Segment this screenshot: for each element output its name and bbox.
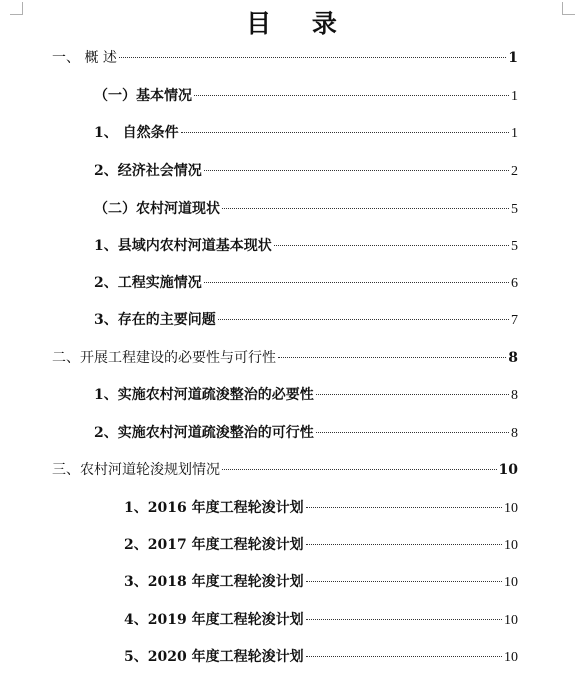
toc-entry[interactable] — [52, 47, 518, 69]
toc-entry-page: 5 — [511, 239, 518, 254]
toc-entry-page: 8 — [511, 426, 518, 441]
toc-entry-page: 8 — [508, 350, 518, 366]
toc-entry-label: 2、经济社会情况 — [94, 163, 202, 179]
toc-entry-page: 7 — [511, 313, 518, 328]
toc-leader — [218, 319, 509, 320]
toc-entry-label: （一）基本情况 — [94, 88, 192, 104]
toc-entry-label: 3、存在的主要问题 — [94, 312, 216, 328]
toc-entry-page: 6 — [511, 276, 518, 291]
toc-leader — [306, 656, 502, 657]
toc-leader — [181, 132, 509, 133]
toc-entry[interactable] — [124, 609, 518, 631]
toc-leader — [278, 357, 506, 358]
toc-leader — [204, 170, 509, 171]
toc-entry-page: 10 — [504, 538, 518, 553]
toc-entry-label: 一、 概 述 — [52, 50, 117, 66]
toc-entry-page: 10 — [504, 613, 518, 628]
toc-entry-page: 1 — [511, 126, 518, 141]
toc-entry-label: 1、县域内农村河道基本现状 — [94, 238, 272, 254]
toc-entry-label: 1、实施农村河道疏浚整治的必要性 — [94, 387, 314, 403]
toc-entry-page: 10 — [504, 650, 518, 665]
toc-entry[interactable] — [124, 646, 518, 668]
toc-entry-label: 2、实施农村河道疏浚整治的可行性 — [94, 425, 314, 441]
toc-entry[interactable] — [94, 384, 518, 406]
toc-leader — [274, 245, 509, 246]
toc-entry-page: 5 — [511, 202, 518, 217]
toc-leader — [204, 282, 509, 283]
toc-entry[interactable] — [94, 235, 518, 257]
toc-entry-label: 5、2020 年度工程轮浚计划 — [124, 649, 304, 665]
toc-entry[interactable] — [94, 309, 518, 331]
toc-entry[interactable] — [94, 122, 518, 144]
toc-leader — [222, 469, 497, 470]
toc-entry-page: 1 — [508, 50, 518, 66]
toc-entry-page: 10 — [498, 462, 518, 478]
toc-leader — [194, 95, 509, 96]
toc-entry[interactable] — [124, 534, 518, 556]
toc-entry-label: 2、2017 年度工程轮浚计划 — [124, 537, 304, 553]
toc-entry[interactable] — [52, 347, 518, 369]
toc-title: 目 录 — [246, 9, 353, 38]
toc-entry[interactable] — [94, 422, 518, 444]
toc-leader — [316, 394, 509, 395]
toc-leader — [316, 432, 509, 433]
toc-entry-page: 10 — [504, 501, 518, 516]
toc-entry-label: （二）农村河道现状 — [94, 201, 220, 217]
toc-entry[interactable] — [52, 459, 518, 481]
toc-entry-label: 三、农村河道轮浚规划情况 — [52, 462, 220, 478]
toc-entry-label: 3、2018 年度工程轮浚计划 — [124, 574, 304, 590]
toc-entry-page: 2 — [511, 164, 518, 179]
toc-entry-label: 二、开展工程建设的必要性与可行性 — [52, 350, 276, 366]
toc-entry-page: 10 — [504, 575, 518, 590]
toc-entry[interactable] — [124, 571, 518, 593]
toc-leader — [222, 208, 509, 209]
toc-leader — [306, 581, 502, 582]
toc-entry-label: 1、2016 年度工程轮浚计划 — [124, 500, 304, 516]
toc-entry[interactable] — [94, 85, 518, 107]
toc-entry-label: 1、 自然条件 — [94, 125, 179, 141]
toc-entry[interactable] — [94, 160, 518, 182]
toc-entry[interactable] — [94, 272, 518, 294]
toc-entry-label: 4、2019 年度工程轮浚计划 — [124, 612, 304, 628]
toc-leader — [119, 57, 506, 58]
toc-entry-page: 1 — [511, 89, 518, 104]
toc-entry[interactable] — [94, 198, 518, 220]
toc-leader — [306, 507, 502, 508]
toc-leader — [306, 619, 502, 620]
toc-leader — [306, 544, 502, 545]
toc-entry-label: 2、工程实施情况 — [94, 275, 202, 291]
toc-entry-page: 8 — [511, 388, 518, 403]
toc-entry[interactable] — [124, 497, 518, 519]
